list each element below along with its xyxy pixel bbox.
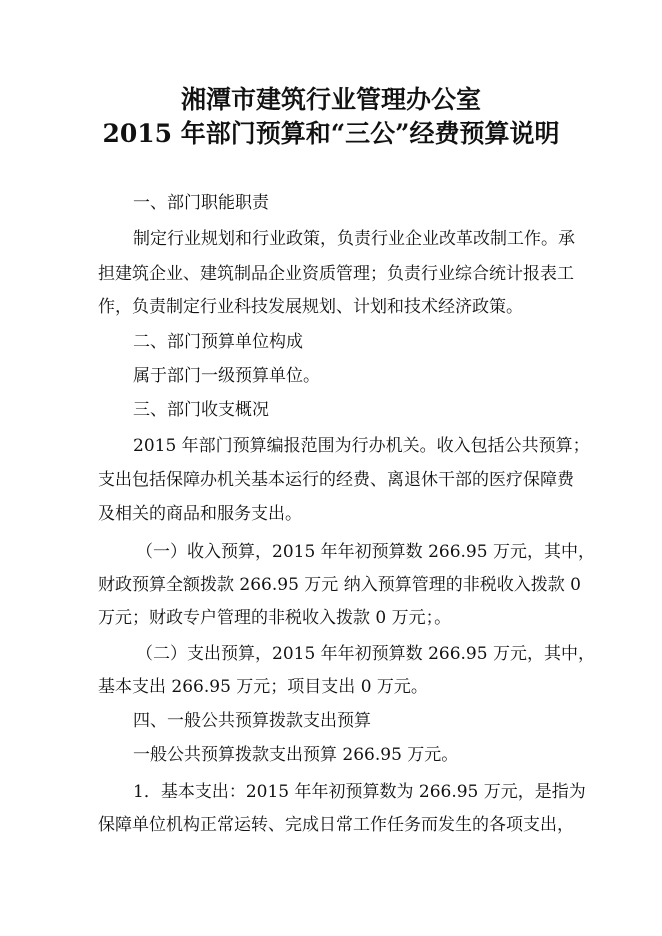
paragraph-line: 1．基本支出：2015 年年初预算数为 266.95 万元，是指为 <box>133 782 586 802</box>
paragraph-line: 财政预算全额拨款 266.95 万元 纳入预算管理的非税收入拨款 0 <box>98 575 581 595</box>
document-title-line-1: 湘潭市建筑行业管理办公室 <box>180 85 481 114</box>
paragraph-line: 担建筑企业、建筑制品企业资质管理；负责行业综合统计报表工 <box>98 264 574 284</box>
paragraph-line: 一般公共预算拨款支出预算 266.95 万元。 <box>133 745 459 765</box>
paragraph-line: 保障单位机构正常运转、完成日常工作任务而发生的各项支出， <box>98 815 574 835</box>
section-heading-functions: 一、部门职能职责 <box>133 193 269 213</box>
section-heading-overview: 三、部门收支概况 <box>133 400 269 420</box>
paragraph-line: 万元；财政专户管理的非税收入拨款 0 万元；。 <box>98 608 452 628</box>
paragraph-line: 制定行业规划和行业政策，负责行业企业改革改制工作。承 <box>133 229 575 249</box>
section-heading-units: 二、部门预算单位构成 <box>133 332 303 352</box>
paragraph-line: （二）支出预算，2015 年年初预算数 266.95 万元，其中， <box>136 644 595 664</box>
paragraph-line: 作，负责制定行业科技发展规划、计划和技术经济政策。 <box>98 297 523 317</box>
paragraph-line: 2015 年部门预算编报范围为行办机关。收入包括公共预算； <box>133 436 590 456</box>
document-title-line-2: 2015 年部门预算和“三公”经费预算说明 <box>102 119 560 148</box>
paragraph-line: 属于部门一级预算单位。 <box>133 366 320 386</box>
paragraph-line: （一）收入预算，2015 年年初预算数 266.95 万元，其中， <box>136 542 595 562</box>
paragraph-line: 及相关的商品和服务支出。 <box>98 504 302 524</box>
section-heading-general-budget: 四、一般公共预算拨款支出预算 <box>133 711 371 731</box>
paragraph-line: 支出包括保障办机关基本运行的经费、离退休干部的医疗保障费 <box>98 470 574 490</box>
paragraph-line: 基本支出 266.95 万元；项目支出 0 万元。 <box>98 677 428 697</box>
